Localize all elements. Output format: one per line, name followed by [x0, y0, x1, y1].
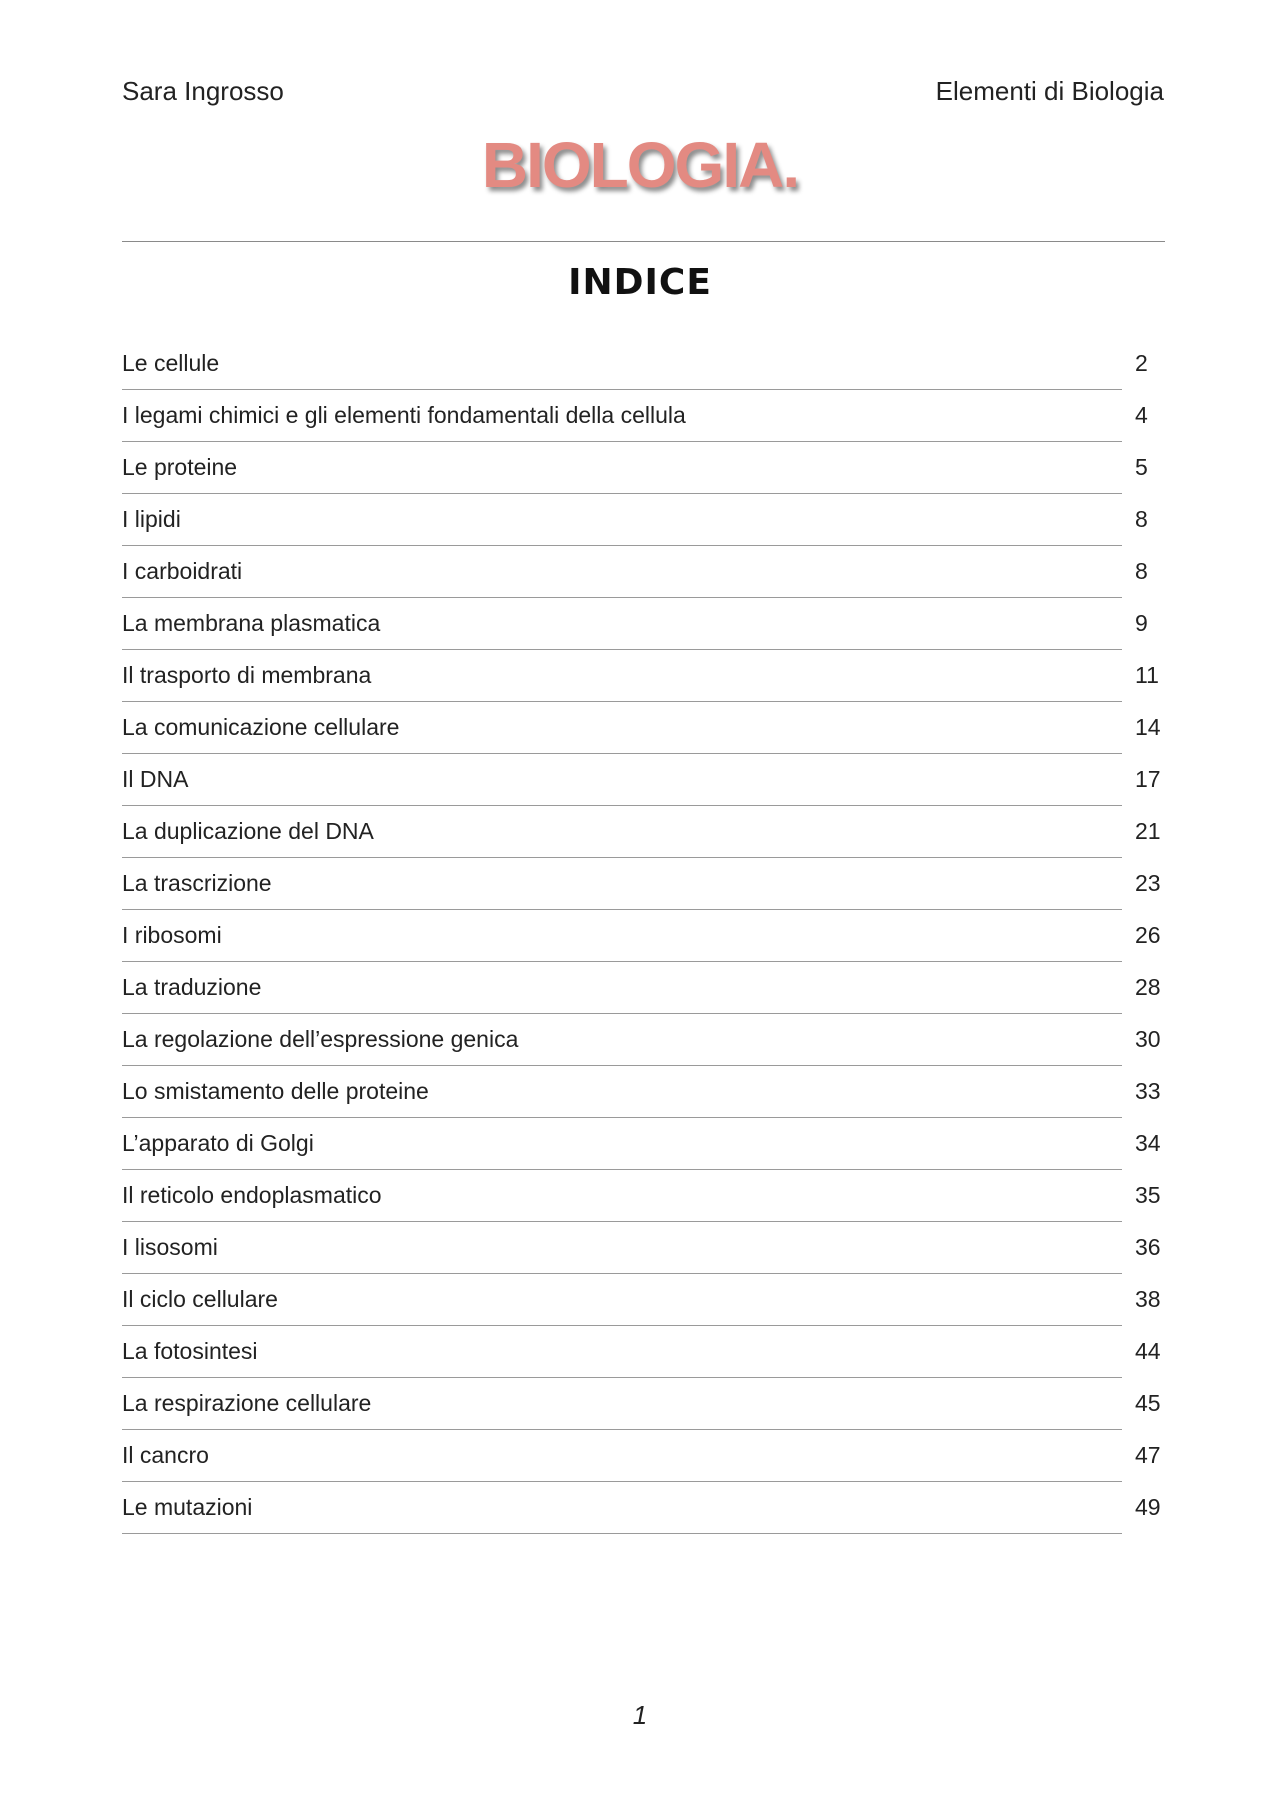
toc-entry-label: La traduzione [122, 974, 262, 1000]
toc-entry-page: 49 [1135, 1494, 1161, 1520]
toc-entry-page: 5 [1135, 454, 1148, 480]
toc-entry[interactable] [122, 1326, 1165, 1378]
toc-entry[interactable] [122, 338, 1165, 390]
toc-entry-page: 11 [1135, 662, 1159, 688]
toc-entry-label: La trascrizione [122, 870, 272, 896]
toc-entry-page: 2 [1135, 350, 1148, 376]
toc-entry[interactable] [122, 1378, 1165, 1430]
toc-entry-rule [122, 1533, 1122, 1534]
toc-entry-label: I carboidrati [122, 558, 243, 584]
toc-entry-label: Il DNA [122, 766, 189, 792]
toc-entry[interactable] [122, 494, 1165, 546]
toc-entry-label: I ribosomi [122, 922, 222, 948]
brand-logo: BIOLOGIA. [481, 129, 799, 201]
toc-entry-label: Le cellule [122, 350, 220, 376]
toc-entry[interactable] [122, 754, 1165, 806]
toc-entry-page: 35 [1135, 1182, 1161, 1208]
toc-entry-page: 21 [1135, 818, 1161, 844]
table-of-contents [122, 338, 1165, 1534]
toc-entry-label: I legami chimici e gli elementi fondamentali della cellula [122, 402, 686, 428]
toc-entry-label: Il ciclo cellulare [122, 1286, 278, 1312]
toc-entry-page: 28 [1135, 974, 1161, 1000]
toc-entry[interactable] [122, 910, 1165, 962]
toc-entry-label: La duplicazione del DNA [122, 818, 374, 844]
toc-entry[interactable] [122, 390, 1165, 442]
toc-entry[interactable] [122, 650, 1165, 702]
toc-entry-label: I lipidi [122, 506, 181, 532]
toc-entry-page: 9 [1135, 610, 1148, 636]
toc-entry-page: 23 [1135, 870, 1161, 896]
toc-entry[interactable] [122, 1014, 1165, 1066]
toc-entry[interactable] [122, 1170, 1165, 1222]
toc-entry-page: 36 [1135, 1234, 1161, 1260]
toc-entry-page: 17 [1135, 766, 1161, 792]
toc-entry-page: 8 [1135, 506, 1148, 532]
toc-entry-label: L’apparato di Golgi [122, 1130, 314, 1156]
toc-entry-page: 30 [1135, 1026, 1161, 1052]
toc-entry-label: La respirazione cellulare [122, 1390, 372, 1416]
toc-entry[interactable] [122, 1066, 1165, 1118]
toc-entry-page: 14 [1135, 714, 1161, 740]
toc-entry-label: Le mutazioni [122, 1494, 253, 1520]
toc-entry-label: La fotosintesi [122, 1338, 258, 1364]
toc-entry-label: La regolazione dell’espressione genica [122, 1026, 519, 1052]
toc-entry[interactable] [122, 962, 1165, 1014]
toc-entry[interactable] [122, 806, 1165, 858]
toc-entry-label: I lisosomi [122, 1234, 218, 1260]
toc-entry-page: 44 [1135, 1338, 1161, 1364]
toc-entry-label: La comunicazione cellulare [122, 714, 400, 740]
toc-entry[interactable] [122, 702, 1165, 754]
toc-entry[interactable] [122, 1222, 1165, 1274]
toc-entry-label: Il cancro [122, 1442, 209, 1468]
header-subject: Elementi di Biologia [935, 76, 1164, 106]
toc-entry[interactable] [122, 1482, 1165, 1534]
toc-entry-label: Le proteine [122, 454, 238, 480]
toc-entry[interactable] [122, 1274, 1165, 1326]
toc-entry[interactable] [122, 442, 1165, 494]
toc-entry-label: La membrana plasmatica [122, 610, 381, 636]
toc-entry-page: 47 [1135, 1442, 1161, 1468]
toc-entry-label: Il reticolo endoplasmatico [122, 1182, 382, 1208]
toc-entry-page: 38 [1135, 1286, 1161, 1312]
page-title: INDICE [568, 262, 712, 303]
toc-entry[interactable] [122, 1430, 1165, 1482]
toc-entry-page: 45 [1135, 1390, 1161, 1416]
toc-entry-label: Il trasporto di membrana [122, 662, 372, 688]
header-divider [122, 241, 1165, 242]
toc-entry[interactable] [122, 546, 1165, 598]
toc-entry-page: 34 [1135, 1130, 1161, 1156]
toc-entry[interactable] [122, 1118, 1165, 1170]
toc-entry[interactable] [122, 598, 1165, 650]
toc-entry-page: 26 [1135, 922, 1161, 948]
toc-entry-page: 4 [1135, 402, 1148, 428]
toc-entry-page: 8 [1135, 558, 1148, 584]
toc-entry-label: Lo smistamento delle proteine [122, 1078, 429, 1104]
toc-entry[interactable] [122, 858, 1165, 910]
footer-page-number: 1 [632, 1700, 648, 1730]
toc-entry-page: 33 [1135, 1078, 1161, 1104]
header-author: Sara Ingrosso [122, 76, 284, 106]
